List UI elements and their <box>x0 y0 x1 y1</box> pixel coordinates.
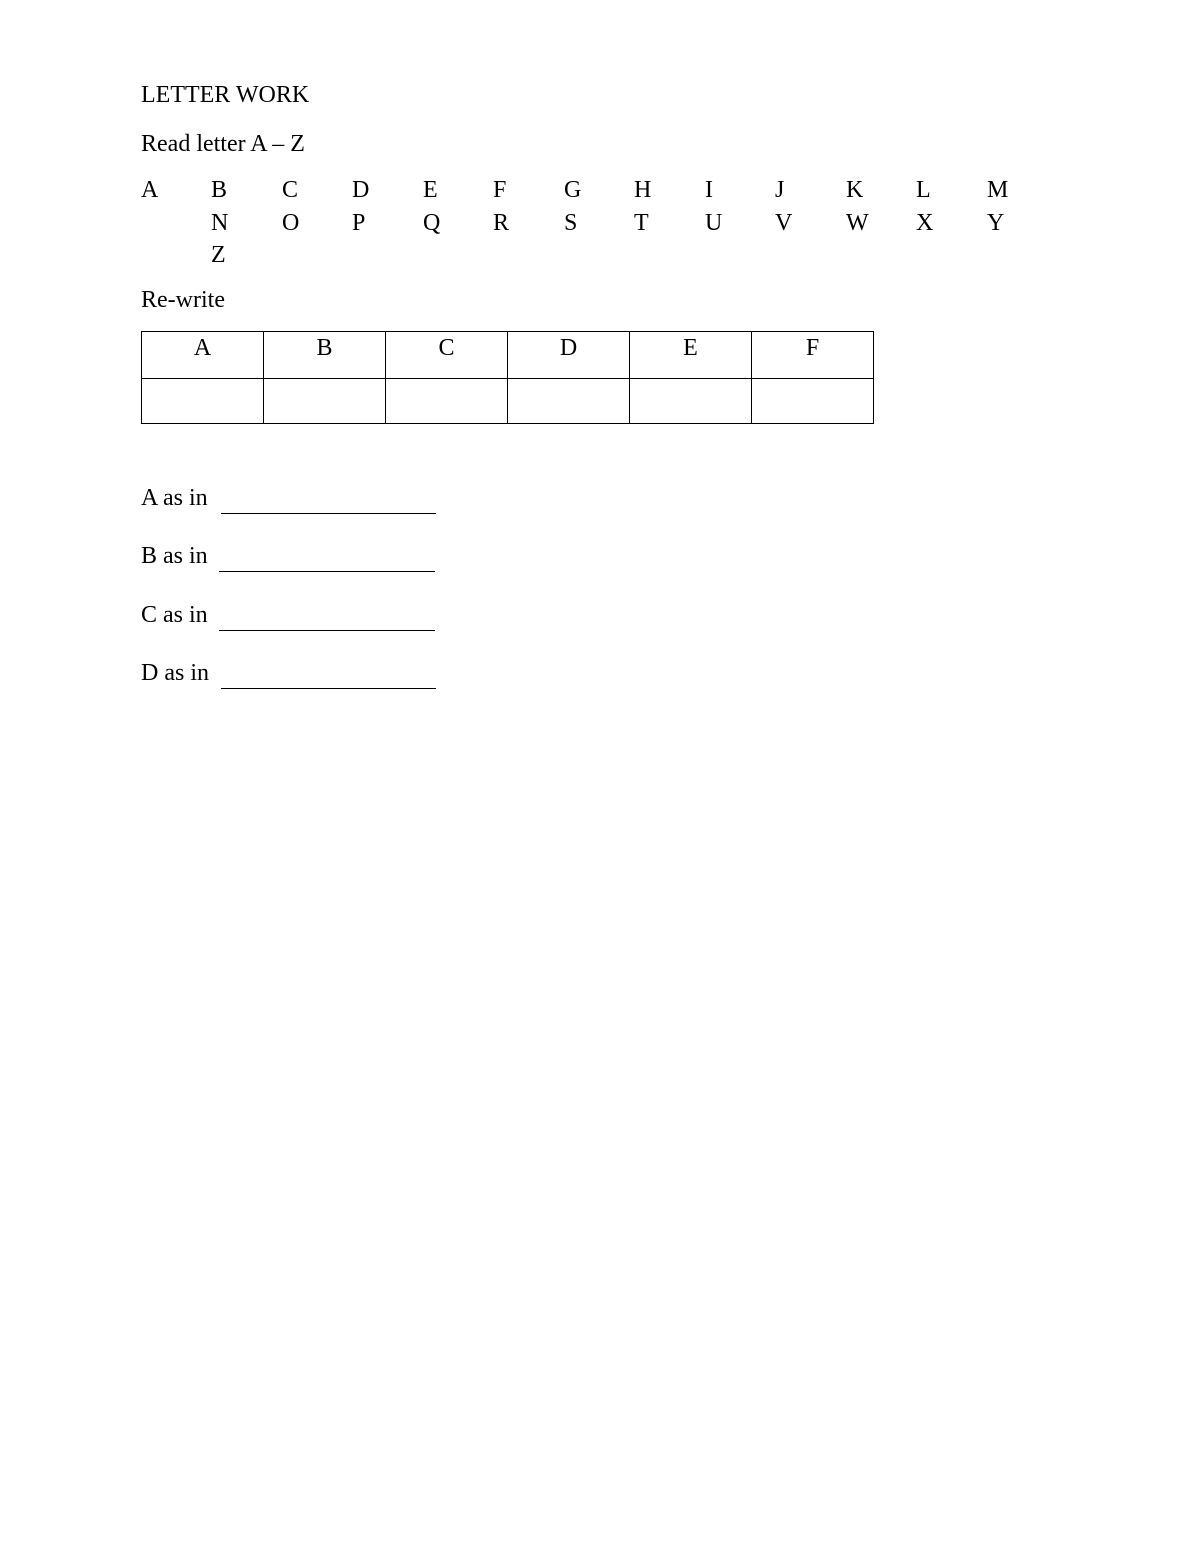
as-in-label: D as in <box>141 660 209 686</box>
as-in-label: C as in <box>141 602 208 628</box>
alphabet-letter: U <box>705 210 723 236</box>
rewrite-header-cell: B <box>264 332 386 379</box>
answer-blank-line[interactable] <box>221 688 436 689</box>
as-in-label: B as in <box>141 543 208 569</box>
alphabet-letter: H <box>634 177 652 203</box>
rewrite-header-cell: D <box>508 332 630 379</box>
alphabet-letter: K <box>846 177 864 203</box>
rewrite-answer-row <box>142 379 874 424</box>
rewrite-header-cell: A <box>142 332 264 379</box>
rewrite-header-row <box>142 332 874 379</box>
rewrite-table <box>141 331 874 424</box>
alphabet-letter: A <box>141 177 159 203</box>
alphabet-letter: X <box>916 210 934 236</box>
alphabet-letter: O <box>282 210 300 236</box>
alphabet-letter: R <box>493 210 510 236</box>
answer-blank-line[interactable] <box>219 571 435 572</box>
alphabet-letter: L <box>916 177 931 203</box>
answer-blank-line[interactable] <box>221 513 436 514</box>
rewrite-answer-cell[interactable] <box>752 379 874 424</box>
rewrite-header-cell: F <box>752 332 874 379</box>
alphabet-letter: E <box>423 177 438 203</box>
alphabet-letter: J <box>775 177 785 203</box>
answer-blank-line[interactable] <box>219 630 435 631</box>
rewrite-answer-cell[interactable] <box>264 379 386 424</box>
alphabet-letter: F <box>493 177 507 203</box>
alphabet-letter: Z <box>211 242 226 268</box>
as-in-label: A as in <box>141 485 208 511</box>
alphabet-letter: N <box>211 210 229 236</box>
alphabet-letter: Y <box>987 210 1005 236</box>
alphabet-letter: M <box>987 177 1009 203</box>
alphabet-letter: T <box>634 210 649 236</box>
rewrite-label: Re-write <box>141 287 225 313</box>
alphabet-letter: V <box>775 210 793 236</box>
alphabet-letter: P <box>352 210 366 236</box>
alphabet-grid <box>0 0 1200 300</box>
alphabet-letter: S <box>564 210 578 236</box>
rewrite-answer-cell[interactable] <box>630 379 752 424</box>
rewrite-header-cell: E <box>630 332 752 379</box>
rewrite-answer-cell[interactable] <box>508 379 630 424</box>
rewrite-header-cell: C <box>386 332 508 379</box>
alphabet-letter: Q <box>423 210 441 236</box>
alphabet-letter: G <box>564 177 582 203</box>
alphabet-letter: B <box>211 177 228 203</box>
alphabet-letter: D <box>352 177 370 203</box>
instruction-text: Read letter A – Z <box>141 131 305 157</box>
rewrite-answer-cell[interactable] <box>142 379 264 424</box>
alphabet-letter: W <box>846 210 869 236</box>
rewrite-answer-cell[interactable] <box>386 379 508 424</box>
alphabet-letter: I <box>705 177 713 203</box>
page-title: LETTER WORK <box>141 82 310 108</box>
alphabet-letter: C <box>282 177 299 203</box>
